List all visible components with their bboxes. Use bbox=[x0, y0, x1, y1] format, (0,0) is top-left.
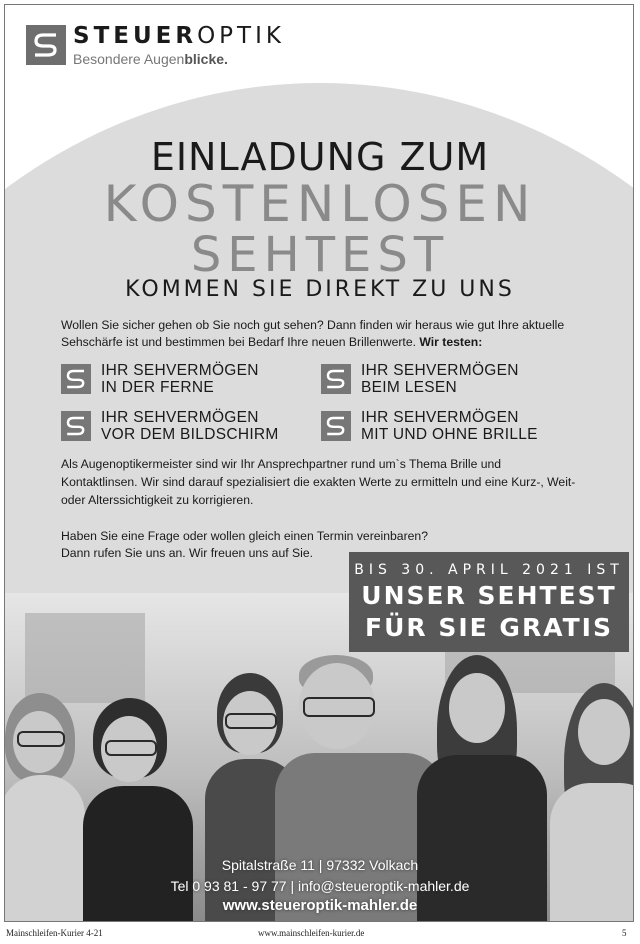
brand-logo-icon bbox=[26, 25, 66, 65]
address-line: Spitalstraße 11 | 97332 Volkach bbox=[221, 857, 419, 873]
feature-label: IHR SEHVERMÖGEN IN DER FERNE bbox=[101, 362, 259, 396]
headline-line-3: SEHTEST bbox=[190, 227, 450, 283]
paragraph-expertise: Als Augenoptikermeister sind wir Ihr Ansprechpartner rund um`s Thema Brille und Kontaktlinsen. Wir sind darauf spezialisiert die exakten Werte zu ermitteln und eine Kurz-, Weit- oder Alterssichtigkeit zu korrigieren. bbox=[61, 457, 576, 507]
footer-website[interactable]: www.mainschleifen-kurier.de bbox=[258, 928, 365, 938]
advertisement bbox=[4, 4, 634, 922]
intro-text: Wollen Sie sicher gehen ob Sie noch gut sehen? Dann finden wir heraus wie gut Ihre aktuelle Sehschärfe ist und bestimmen bei Bedarf Ihre neuen Brillenwerte. Wir testen: bbox=[61, 318, 565, 349]
headline-line-2: KOSTENLOSEN bbox=[103, 175, 537, 233]
s-logo-icon bbox=[61, 364, 91, 394]
website-link[interactable]: www.steueroptik-mahler.de bbox=[222, 897, 418, 914]
footer-publication: Mainschleifen-Kurier 4-21 bbox=[6, 928, 103, 938]
promo-line-2: FÜR SIE GRATIS bbox=[365, 613, 613, 642]
s-logo-icon bbox=[321, 364, 351, 394]
brand-name: STEUEROPTIK bbox=[73, 23, 285, 49]
feature-label: IHR SEHVERMÖGEN MIT UND OHNE BRILLE bbox=[361, 409, 538, 443]
brand-tagline: Besondere Augenblicke. bbox=[73, 51, 228, 67]
s-logo-icon bbox=[61, 411, 91, 441]
feature-label: IHR SEHVERMÖGEN BEIM LESEN bbox=[361, 362, 519, 396]
promo-line-1: UNSER SEHTEST bbox=[361, 581, 617, 610]
promo-date: BIS 30. APRIL 2021 IST bbox=[354, 562, 624, 578]
s-logo-icon bbox=[321, 411, 351, 441]
feature-glasses bbox=[321, 409, 538, 443]
feature-distance bbox=[61, 362, 259, 396]
promo-banner bbox=[349, 552, 629, 652]
feature-label: IHR SEHVERMÖGEN VOR DEM BILDSCHIRM bbox=[101, 409, 279, 443]
headline-line-1: EINLADUNG ZUM bbox=[150, 135, 490, 179]
phone-email-line: Tel 0 93 81 - 97 77 | info@steueroptik-mahler.de bbox=[170, 878, 470, 894]
paragraph-contact-line-2: Dann rufen Sie uns an. Wir freuen uns auf Sie. bbox=[61, 546, 314, 560]
footer-page-number: 5 bbox=[622, 928, 627, 938]
paragraph-contact-line-1: Haben Sie eine Frage oder wollen gleich einen Termin vereinbaren? bbox=[61, 529, 428, 543]
feature-screen bbox=[61, 409, 279, 443]
headline-subline: KOMMEN SIE DIREKT ZU UNS bbox=[125, 277, 515, 302]
feature-reading bbox=[321, 362, 519, 396]
